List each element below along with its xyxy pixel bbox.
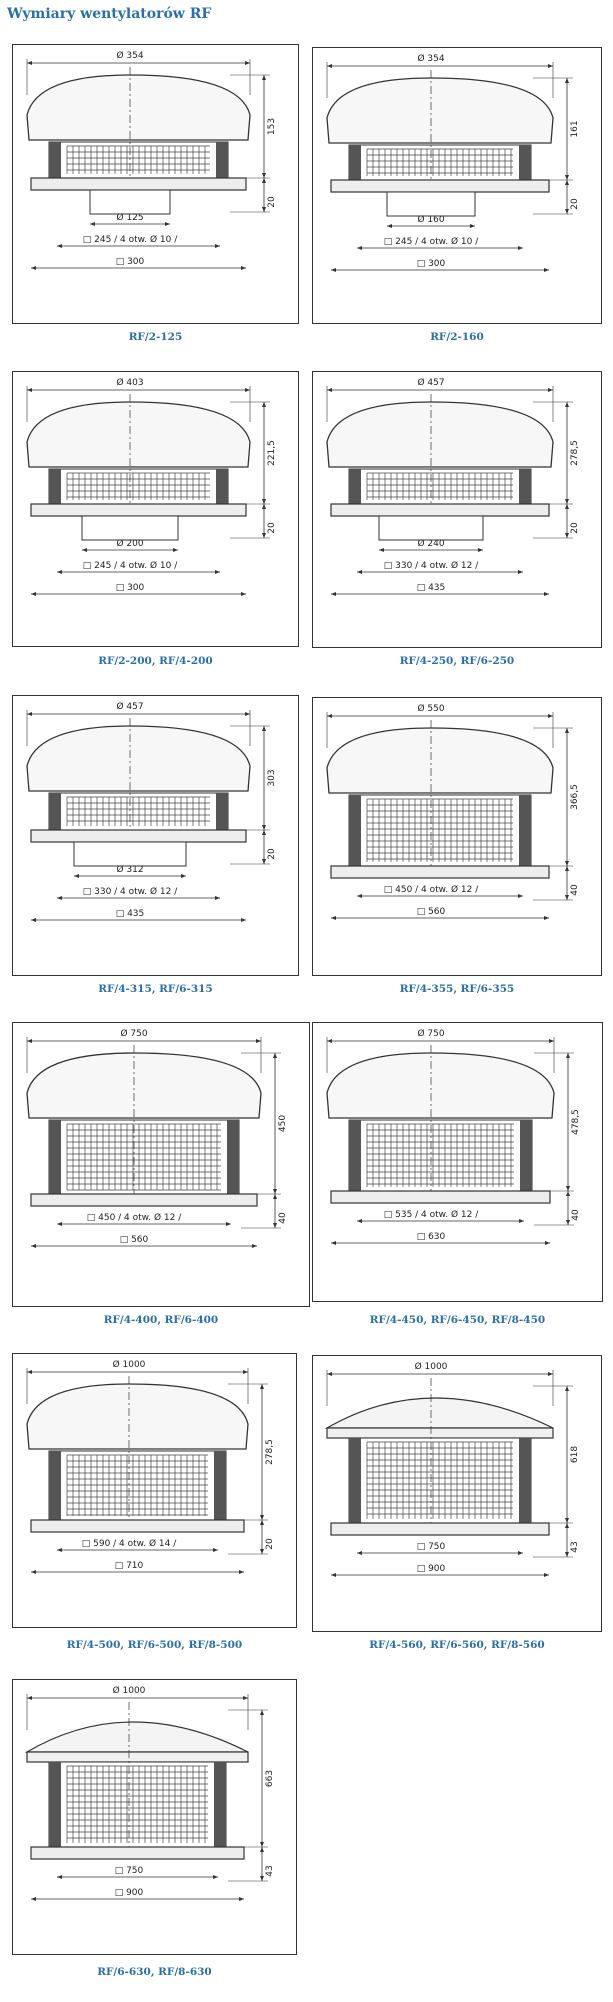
drawing-panel	[12, 1679, 297, 1955]
base-height-label: 20	[570, 522, 580, 534]
base-dimension-label: □ 560	[416, 907, 446, 917]
drawing-panel	[12, 1022, 310, 1307]
mount-dimension-label: □ 535 / 4 otw. Ø 12 /	[383, 1210, 479, 1220]
top-diameter-label: Ø 1000	[112, 1360, 146, 1370]
fan-body-grille	[349, 145, 531, 180]
top-diameter-label: Ø 750	[417, 1029, 445, 1039]
drawing-panel	[12, 1353, 297, 1628]
base-plate	[31, 830, 246, 842]
drawing-panel	[12, 44, 299, 324]
base-dimension-label: □ 300	[115, 583, 145, 593]
inner-diameter-label: Ø 200	[116, 539, 144, 549]
fan-body-grille	[49, 1762, 226, 1847]
base-plate	[331, 1191, 550, 1203]
height-dimension-label: 153	[267, 117, 277, 136]
fan-body-grille	[349, 795, 531, 866]
inner-diameter-label: Ø 160	[417, 215, 445, 225]
fan-body-grille	[349, 469, 531, 504]
base-plate	[331, 504, 549, 516]
base-height-label: 43	[570, 1541, 580, 1553]
base-plate	[331, 180, 549, 192]
figure-caption: RF/4-450, RF/6-450, RF/8-450	[369, 1314, 546, 1326]
height-dimension-label: 663	[265, 1769, 275, 1788]
height-dimension-label: 618	[570, 1445, 580, 1464]
figure-caption: RF/6-630, RF/8-630	[97, 1966, 212, 1978]
base-height-label: 20	[265, 1538, 275, 1550]
figure-caption: RF/4-250, RF/6-250	[399, 655, 515, 667]
base-dimension-label: □ 560	[119, 1235, 149, 1245]
fan-body-grille	[49, 142, 228, 178]
mount-dimension-label: □ 590 / 4 otw. Ø 14 /	[81, 1539, 177, 1549]
page-title: Wymiary wentylatorów RF	[7, 6, 212, 22]
drawing-panel	[312, 1355, 602, 1632]
mount-dimension-label: □ 450 / 4 otw. Ø 12 /	[383, 885, 479, 895]
top-diameter-label: Ø 403	[116, 378, 144, 388]
top-diameter-label: Ø 457	[417, 378, 445, 388]
figure-caption: RF/4-560, RF/6-560, RF/8-560	[369, 1639, 545, 1651]
inner-diameter-label: Ø 125	[116, 213, 144, 223]
mount-dimension-label: □ 245 / 4 otw. Ø 10 /	[383, 237, 479, 247]
fan-dimension-drawing	[313, 698, 601, 975]
base-plate	[331, 866, 549, 878]
top-diameter-label: Ø 457	[116, 702, 144, 712]
height-dimension-label: 366,5	[570, 784, 580, 810]
base-height-label: 20	[267, 848, 277, 860]
base-height-label: 43	[265, 1865, 275, 1877]
base-height-label: 20	[570, 198, 580, 210]
hood-cap	[27, 1384, 248, 1449]
figure-caption: RF/2-125	[128, 331, 183, 343]
base-dimension-label: □ 900	[114, 1888, 144, 1898]
mount-dimension-label: □ 330 / 4 otw. Ø 12 /	[383, 561, 479, 571]
height-dimension-label: 303	[267, 769, 277, 787]
mount-dimension-label: □ 245 / 4 otw. Ø 10 /	[82, 561, 178, 571]
fan-dimension-drawing	[313, 372, 601, 647]
fan-dimension-drawing	[13, 1680, 296, 1954]
base-dimension-label: □ 300	[115, 257, 145, 267]
base-height-label: 40	[570, 884, 580, 896]
fan-body-grille	[49, 1120, 239, 1194]
base-height-label: 40	[571, 1209, 581, 1221]
drawing-panel	[312, 371, 602, 648]
fan-body-grille	[349, 1120, 532, 1191]
drawing-panel	[312, 47, 602, 324]
fan-dimension-drawing	[313, 48, 601, 323]
fan-dimension-drawing	[313, 1023, 602, 1301]
top-diameter-label: Ø 354	[116, 51, 144, 61]
fan-body-grille	[49, 1451, 226, 1520]
figure-caption: RF/4-315, RF/6-315	[98, 983, 213, 995]
hood-cap	[327, 1053, 554, 1118]
base-plate	[31, 1520, 244, 1532]
fan-dimension-drawing	[13, 1354, 296, 1627]
drawing-panel	[312, 697, 602, 976]
top-diameter-label: Ø 750	[120, 1029, 148, 1039]
figure-caption: RF/2-200, RF/4-200	[98, 655, 213, 667]
base-plate	[31, 178, 246, 190]
figure-caption: RF/4-500, RF/6-500, RF/8-500	[66, 1639, 243, 1651]
fan-body-grille	[349, 1438, 531, 1523]
top-diameter-label: Ø 550	[417, 704, 445, 714]
fan-dimension-drawing	[13, 1023, 309, 1306]
fan-dimension-drawing	[13, 372, 298, 646]
fan-dimension-drawing	[13, 696, 298, 975]
figure-caption: RF/4-400, RF/6-400	[103, 1314, 219, 1326]
height-dimension-label: 278,5	[570, 440, 580, 466]
mount-dimension-label: □ 330 / 4 otw. Ø 12 /	[82, 887, 178, 897]
height-dimension-label: 161	[570, 120, 580, 138]
figure-caption: RF/4-355, RF/6-355	[399, 983, 515, 995]
base-dimension-label: □ 435	[416, 583, 446, 593]
top-diameter-label: Ø 1000	[414, 1362, 448, 1372]
height-dimension-label: 278,5	[265, 1439, 275, 1465]
drawing-panel	[12, 371, 299, 647]
base-height-label: 20	[267, 522, 277, 534]
base-dimension-label: □ 300	[416, 259, 446, 269]
base-height-label: 40	[278, 1212, 288, 1224]
figure-caption: RF/2-160	[430, 331, 484, 343]
base-height-label: 20	[267, 196, 277, 208]
base-dimension-label: □ 710	[114, 1561, 144, 1571]
hood-cap	[27, 402, 250, 467]
base-dimension-label: □ 630	[416, 1232, 446, 1242]
hood-cap	[327, 78, 553, 143]
height-dimension-label: 221,5	[267, 440, 277, 466]
base-plate	[31, 504, 246, 516]
base-dimension-label: □ 900	[416, 1564, 446, 1574]
hood-cap	[27, 75, 250, 140]
fan-body-grille	[49, 469, 228, 504]
top-diameter-label: Ø 354	[417, 54, 445, 64]
base-plate	[331, 1523, 549, 1535]
hood-cap	[27, 726, 250, 791]
drawing-panel	[12, 695, 299, 976]
base-dimension-label: □ 435	[115, 909, 145, 919]
hood-cap	[27, 1053, 261, 1118]
hood-cap	[327, 728, 553, 793]
inner-diameter-label: Ø 240	[417, 539, 445, 549]
fan-dimension-drawing	[13, 45, 298, 323]
height-dimension-label: 478,5	[571, 1109, 581, 1135]
top-diameter-label: Ø 1000	[112, 1686, 146, 1696]
hood-cap	[327, 402, 553, 467]
fan-dimension-drawing	[313, 1356, 601, 1631]
mount-dimension-label: □ 750	[416, 1542, 446, 1552]
hood-cap	[27, 1722, 248, 1762]
hood-cap	[327, 1398, 553, 1438]
fan-body-grille	[49, 793, 228, 830]
height-dimension-label: 450	[278, 1114, 288, 1133]
base-plate	[31, 1194, 257, 1206]
mount-dimension-label: □ 245 / 4 otw. Ø 10 /	[82, 235, 178, 245]
mount-dimension-label: □ 750	[114, 1866, 144, 1876]
mount-dimension-label: □ 450 / 4 otw. Ø 12 /	[86, 1213, 182, 1223]
base-plate	[31, 1847, 244, 1859]
drawing-panel	[312, 1022, 603, 1302]
inner-diameter-label: Ø 312	[116, 865, 144, 875]
